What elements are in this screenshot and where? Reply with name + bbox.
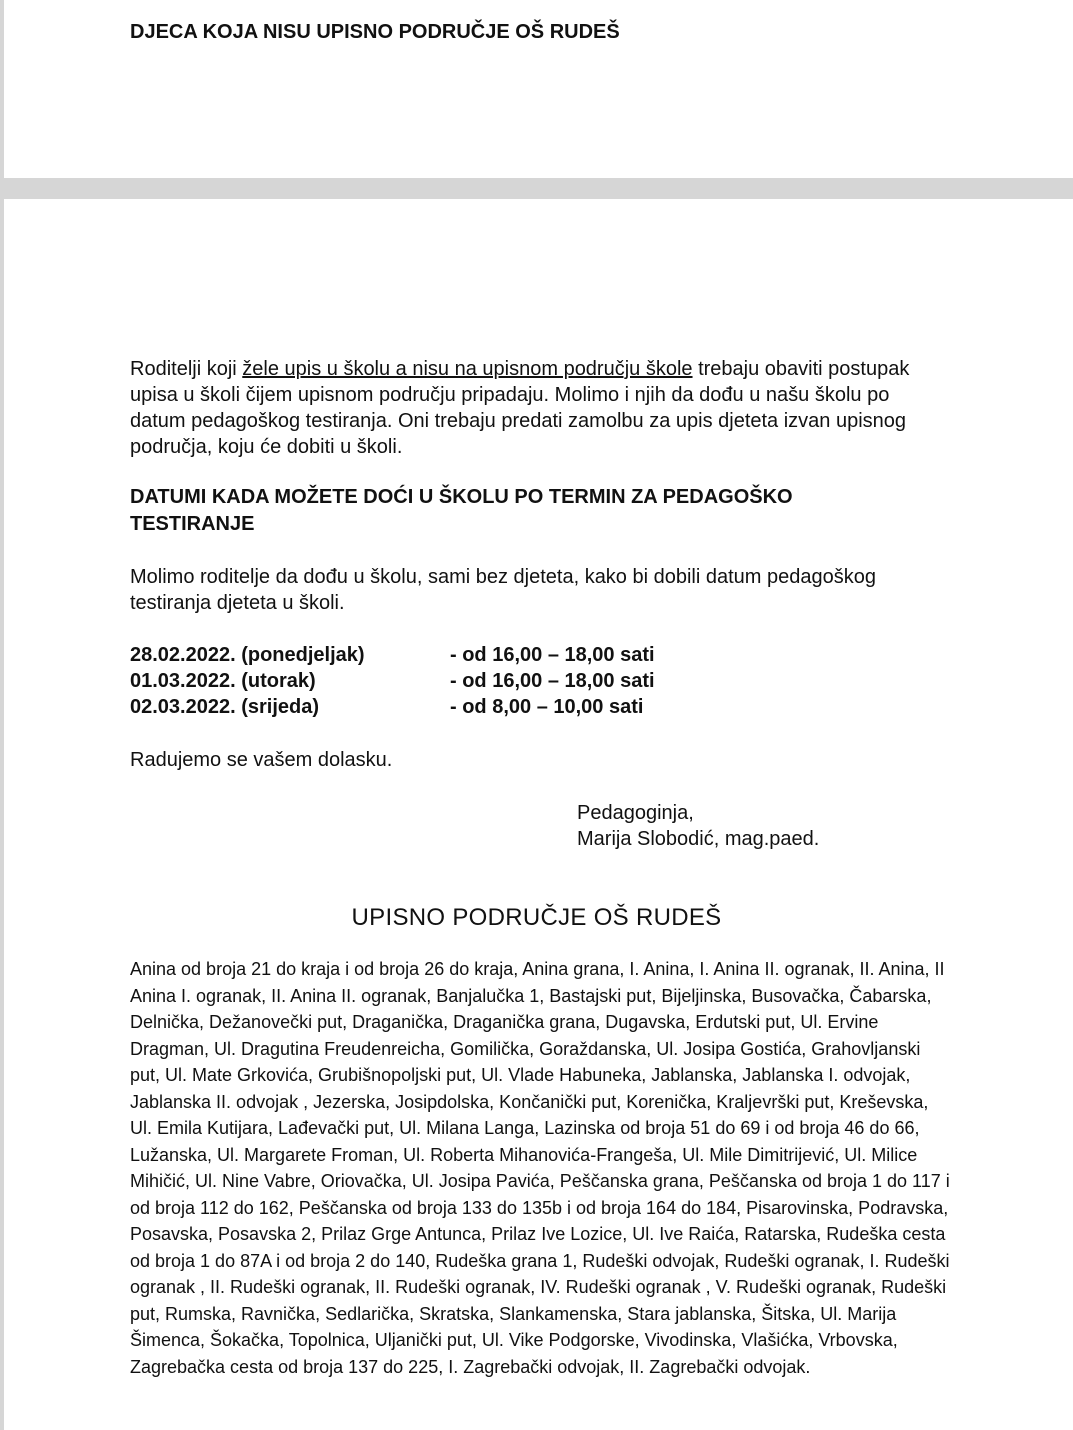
streets-paragraph: Anina od broja 21 do kraja i od broja 26 do kraja, Anina grana, I. Anina, I. Anina II. ogranak, II. Anina, II Anina I. ogranak, II. Anina II. ogranak, Banjalučka 1, Bastajski put, Bijeljinska, Busovačka, Čabarska, Delnička, Dežanovečki put, Draganička, Draganička grana, Dugavska, Erdutski put, Ul. Ervine Dragman, Ul. Dragutina Freudenreicha, Gomilička, Goraždanska, Ul. Josipa Gostića, Grahovljanski put, Ul. Mate Grkovića, Grubišnopoljski put, Ul. Vlade Habuneka, Jablanska, Jablanska I. odvojak, Jablanska II. odvojak , Jezerska, Josipdolska, Končanički put, Korenička, Kraljevrški put, Kreševska, Ul. Emila Kutijara, Lađevački put, Ul. Milana Langa, Lazinska od broja 51 do 69 i od broja 46 do 66, Lužanska, Ul. Margarete Froman, Ul. Roberta Mihanovića-Frangeša, Ul. Mile Dimitrijević, Ul. Milice Mihičić, Ul. Nine Vabre, Oriovačka, Ul. Josipa Pavića, Peščanska grana, Peščanska od broja 1 do 117 i od broja 112 do 162, Peščanska od broja 133 do 135b i od broja 164 do 184, Pisarovinska, Podravska, Posavska, Posavska 2, Prilaz Grge Antunca, Prilaz Ive Lozice, Ul. Ive Raića, Ratarska, Rudeška cesta od broja 1 do 87A i od broja 2 do 140, Rudeška grana 1, Rudeški odvojak, Rudeški ogranak, I. Rudeški ogranak , II. Rudeški ogranak, II. Rudeški ogranak, IV. Rudeški ogranak , V. Rudeški ogranak, Rudeški put, Rumska, Ravnička, Sedlarička, Skratska, Slankamenska, Stara jablanska, Šitska, Ul. Marija Šimenca, Šokačka, Topolnica, Uljanički put, Ul. Vike Podgorske, Vivodinska, Vlašićka, Vrbovska, Zagrebačka cesta od broja 137 do 225, I. Zagrebački odvojak, II. Zagrebački odvojak. xyxy=(130,959,950,1377)
date-label: 01.03.2022. (utorak) xyxy=(130,670,316,692)
signature-role: Pedagoginja, xyxy=(577,802,694,824)
dates-list xyxy=(130,642,655,720)
intro-underlined-text: žele upis u školu a nisu na upisnom području škole xyxy=(242,358,693,380)
signature-block xyxy=(577,800,819,852)
time-label: - od 16,00 – 18,00 sati xyxy=(450,670,655,692)
date-row xyxy=(130,642,655,668)
date-label: 28.02.2022. (ponedjeljak) xyxy=(130,644,365,666)
dates-heading: DATUMI KADA MOŽETE DOĆI U ŠKOLU PO TERMIN ZA PEDAGOŠKO TESTIRANJE xyxy=(130,486,793,535)
dates-intro-paragraph: Molimo roditelje da dođu u školu, sami bez djeteta, kako bi dobili datum pedagoškog testiranja djeteta u školi. xyxy=(130,566,876,614)
date-row xyxy=(130,668,655,694)
area-title: UPISNO PODRUČJE OŠ RUDEŠ xyxy=(351,904,722,931)
closing-text: Radujemo se vašem dolasku. xyxy=(130,749,393,771)
document-page-1 xyxy=(4,0,1073,178)
intro-text-before: Roditelji koji xyxy=(130,358,243,380)
signature-name: Marija Slobodić, mag.paed. xyxy=(577,828,820,850)
intro-paragraph xyxy=(130,356,930,460)
time-label: - od 8,00 – 10,00 sati xyxy=(450,696,644,718)
page-1-title: DJECA KOJA NISU UPISNO PODRUČJE OŠ RUDEŠ xyxy=(130,21,620,43)
date-row xyxy=(130,694,655,720)
intro-text-after: trebaju obaviti postupak upisa u školi čijem upisnom području pripadaju. Molimo i njih da dođu u našu školu po datum pedagoškog testiranja. Oni trebaju predati zamolbu za upis djeteta izvan upisnog područja, koju će dobiti u školi. xyxy=(130,358,910,458)
time-label: - od 16,00 – 18,00 sati xyxy=(450,644,655,666)
date-label: 02.03.2022. (srijeda) xyxy=(130,696,320,718)
document-page-2 xyxy=(4,199,1073,1430)
